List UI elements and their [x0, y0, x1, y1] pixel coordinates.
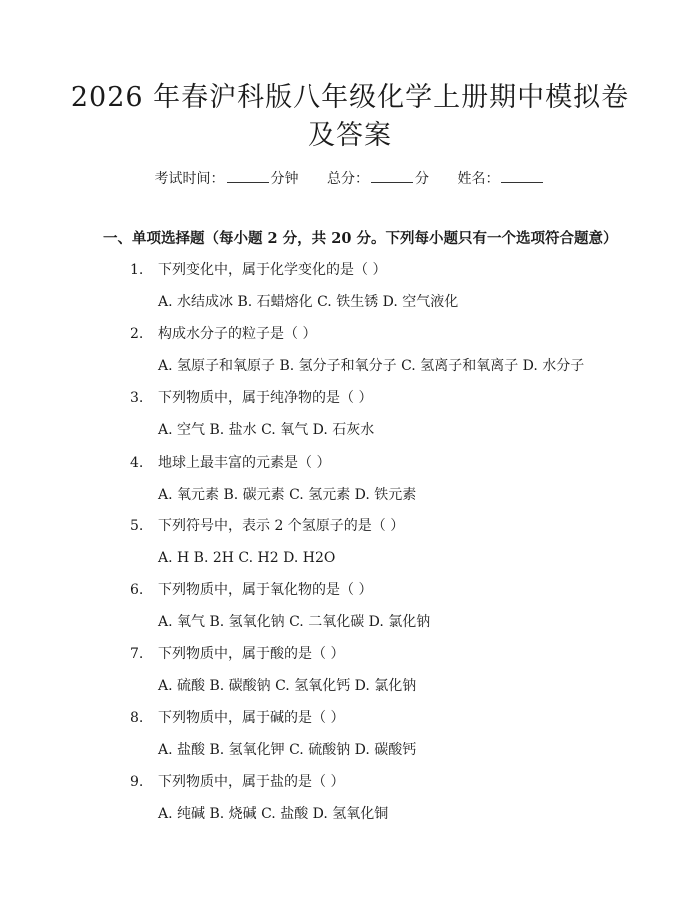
- question-options: A. H B. 2H C. H2 D. H2O: [158, 550, 336, 566]
- question-number: 4.: [130, 455, 144, 471]
- exam-time-field: [155, 168, 299, 189]
- section-heading: 一、单项选择题（每小题 2 分，共 20 分。下列每小题只有一个选项符合题意）: [103, 230, 618, 247]
- question-number: 6.: [130, 582, 144, 598]
- name-blank: [501, 168, 543, 183]
- total-score-label: 总分：: [327, 171, 369, 187]
- question-options: A. 氧气 B. 氢氧化钠 C. 二氧化碳 D. 氯化钠: [158, 614, 431, 630]
- question-text: 地球上最丰富的元素是（ ）: [158, 455, 331, 471]
- question-options: A. 硫酸 B. 碳酸钠 C. 氢氧化钙 D. 氯化钠: [158, 678, 417, 694]
- question-text: 下列物质中，属于碱的是（ ）: [158, 710, 345, 726]
- total-score-field: [327, 168, 429, 189]
- question-item: [130, 644, 344, 664]
- question-number: 7.: [130, 646, 144, 662]
- question-item: [130, 260, 386, 280]
- question-options: A. 氢原子和氧原子 B. 氢分子和氧分子 C. 氢离子和氧离子 D. 水分子: [158, 358, 585, 374]
- question-text: 下列物质中，属于酸的是（ ）: [158, 646, 345, 662]
- question-text: 下列变化中，属于化学变化的是（ ）: [158, 262, 387, 278]
- name-label: 姓名：: [457, 171, 500, 187]
- question-text: 下列物质中，属于盐的是（ ）: [158, 774, 345, 790]
- exam-time-blank: [227, 168, 269, 183]
- question-item: [130, 708, 344, 728]
- question-item: [130, 516, 404, 536]
- question-number: 9.: [130, 774, 144, 790]
- question-item: [130, 388, 372, 408]
- question-item: [130, 772, 344, 792]
- question-item: [130, 453, 330, 473]
- page-title: 2026 年春沪科版八年级化学上册期中模拟卷: [70, 82, 630, 113]
- page-title-continued: 及答案: [308, 120, 392, 151]
- total-score-blank: [371, 168, 413, 183]
- question-number: 8.: [130, 710, 144, 726]
- question-item: [130, 324, 316, 344]
- question-number: 3.: [130, 390, 144, 406]
- total-score-unit: 分: [415, 171, 429, 187]
- name-field: [457, 168, 545, 189]
- exam-time-unit: 分钟: [270, 171, 299, 187]
- question-text: 下列物质中，属于氧化物的是（ ）: [158, 582, 373, 598]
- question-options: A. 空气 B. 盐水 C. 氧气 D. 石灰水: [158, 422, 375, 438]
- question-number: 1.: [130, 262, 144, 278]
- question-text: 构成水分子的粒子是（ ）: [158, 326, 317, 342]
- exam-time-label: 考试时间：: [154, 171, 225, 187]
- question-number: 5.: [130, 518, 144, 534]
- question-number: 2.: [130, 326, 144, 342]
- question-options: A. 盐酸 B. 氢氧化钾 C. 硫酸钠 D. 碳酸钙: [158, 742, 417, 758]
- question-options: A. 水结成冰 B. 石蜡熔化 C. 铁生锈 D. 空气液化: [158, 294, 459, 310]
- question-text: 下列符号中，表示 2 个氢原子的是（ ）: [158, 518, 405, 534]
- question-options: A. 纯碱 B. 烧碱 C. 盐酸 D. 氢氧化铜: [158, 806, 389, 822]
- question-text: 下列物质中，属于纯净物的是（ ）: [158, 390, 373, 406]
- question-options: A. 氧元素 B. 碳元素 C. 氢元素 D. 铁元素: [158, 487, 417, 503]
- exam-info-line: [0, 168, 700, 189]
- question-item: [130, 580, 372, 600]
